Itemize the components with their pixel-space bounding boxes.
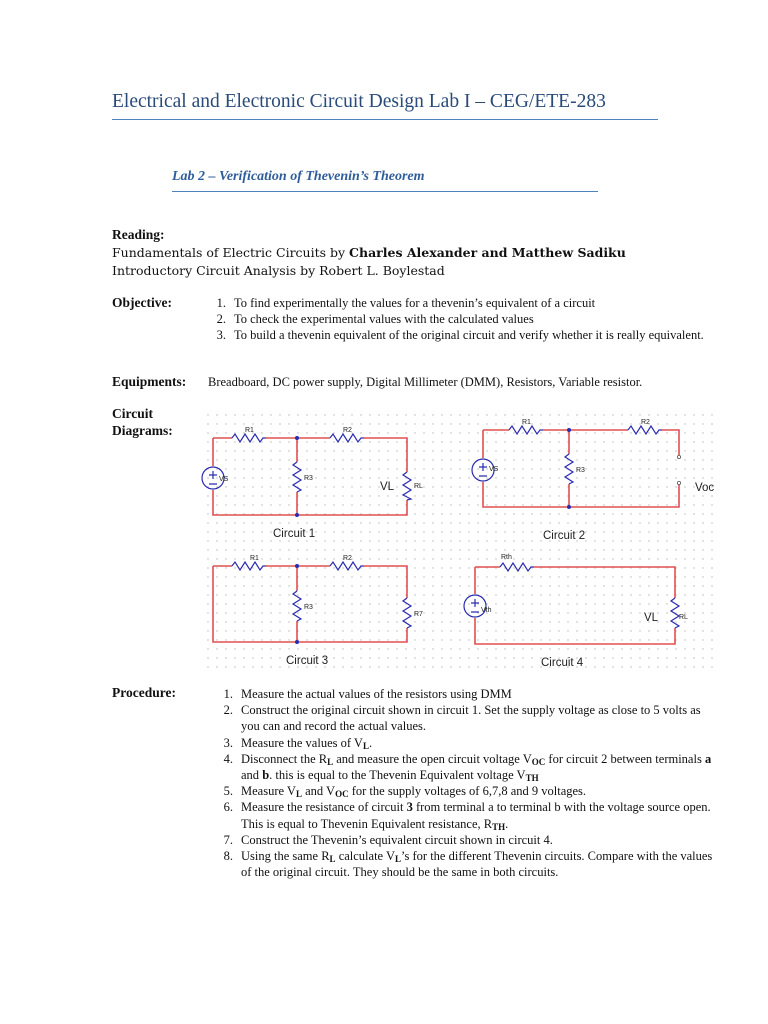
terminal-b-icon xyxy=(677,481,680,484)
node-dot xyxy=(295,564,299,568)
circuit-3-caption: Circuit 3 xyxy=(286,655,329,667)
lab-subtitle: Lab 2 – Verification of Thevenin’s Theorem xyxy=(172,169,425,184)
c2-r2-label: R2 xyxy=(641,419,650,426)
c3-r7-label: R7 xyxy=(414,611,423,618)
c4-rth-label: Rth xyxy=(501,554,512,561)
procedure-item: 6. Measure the resistance of circuit 3 from terminal a to terminal b with the voltage source open. This is equal to Thevenin Equivalent resistance, $R_{TH}$. xyxy=(223,800,711,832)
procedure-item: 1. Measure the actual values of the resistors using DMM xyxy=(223,687,512,701)
procedure-item: 3. Measure the values of $V_L$. xyxy=(223,735,373,751)
c1-vl-label: VL xyxy=(380,481,395,493)
objective-label: Objective: xyxy=(112,295,172,310)
procedure-label: Procedure: xyxy=(112,685,176,700)
reading-label: Reading: xyxy=(112,227,165,242)
node-dot xyxy=(295,436,299,440)
c2-vs-label: VS xyxy=(489,466,499,473)
grid-background xyxy=(204,408,718,674)
circuit-diagrams-label: Circuit Diagrams: xyxy=(112,406,173,438)
c3-r2-label: R2 xyxy=(343,555,352,562)
c2-r1-label: R1 xyxy=(522,419,531,426)
node-dot xyxy=(295,640,299,644)
procedure-item: 2. Construct the original circuit shown in circuit 1. Set the supply voltage as close to 5 volts as you can and record the actual values. xyxy=(223,703,701,734)
node-dot xyxy=(295,513,299,517)
objective-item: 1. To find experimentally the values for a thevenin’s equivalent of a circuit xyxy=(216,296,596,310)
c3-r1-label: R1 xyxy=(250,555,259,562)
c3-r3-label: R3 xyxy=(304,604,313,611)
objective-item: 3. To build a thevenin equivalent of the original circuit and verify whether it is really equivalent. xyxy=(216,328,704,343)
c2-voc-label: Voc xyxy=(695,482,715,494)
c4-vth-label: Vth xyxy=(481,607,492,614)
equipments-text: Breadboard, DC power supply, Digital Millimeter (DMM), Resistors, Variable resistor. xyxy=(208,375,643,389)
reading-authors-1: Charles Alexander and Matthew Sadiku xyxy=(349,245,626,260)
procedure-item: 4. Disconnect the $R_L$ and measure the open circuit voltage $V_{OC}$ for circuit 2 between terminals a and b. this is equal to the Thevenin Equivalent voltage $V_{TH}$ xyxy=(223,751,712,784)
reading-line-2: Introductory Circuit Analysis by Robert L. Boylestad xyxy=(112,263,445,278)
equipments-label: Equipments: xyxy=(112,374,187,389)
c4-rl-label: RL xyxy=(679,614,688,621)
node-dot xyxy=(567,428,571,432)
terminal-a-icon xyxy=(677,455,680,458)
document-title: Electrical and Electronic Circuit Design Lab I – CEG/ETE-283 xyxy=(112,91,606,112)
objective-item: 2. To check the experimental values with the calculated values xyxy=(216,312,534,327)
c4-vl-label: VL xyxy=(644,612,659,624)
circuit-2-caption: Circuit 2 xyxy=(543,530,586,542)
procedure-item: 5. Measure $V_L$ and $V_{OC}$ for the supply voltages of 6,7,8 and 9 voltages. xyxy=(223,784,587,800)
c1-r3-label: R3 xyxy=(304,475,313,482)
procedure-item: 7. Construct the Thevenin’s equivalent circuit shown in circuit 4. xyxy=(223,832,553,847)
procedure-list xyxy=(213,686,713,880)
c2-r3-label: R3 xyxy=(576,467,585,474)
reading-book-1: Fundamentals of Electric Circuits by xyxy=(112,245,350,260)
node-dot xyxy=(567,505,571,509)
c1-vs-label: VS xyxy=(219,476,229,483)
circuit-1-caption: Circuit 1 xyxy=(273,528,316,540)
c1-rl-label: RL xyxy=(414,483,423,490)
procedure-item: 8. Using the same $R_L$ calculate $V_L’s$ for the different Thevenin circuits. Compare with the values of the original circuit. They should be the same in both circuits. xyxy=(223,849,713,880)
circuit-4-caption: Circuit 4 xyxy=(541,657,584,669)
c1-r2-label: R2 xyxy=(343,427,352,434)
c1-r1-label: R1 xyxy=(245,427,254,434)
